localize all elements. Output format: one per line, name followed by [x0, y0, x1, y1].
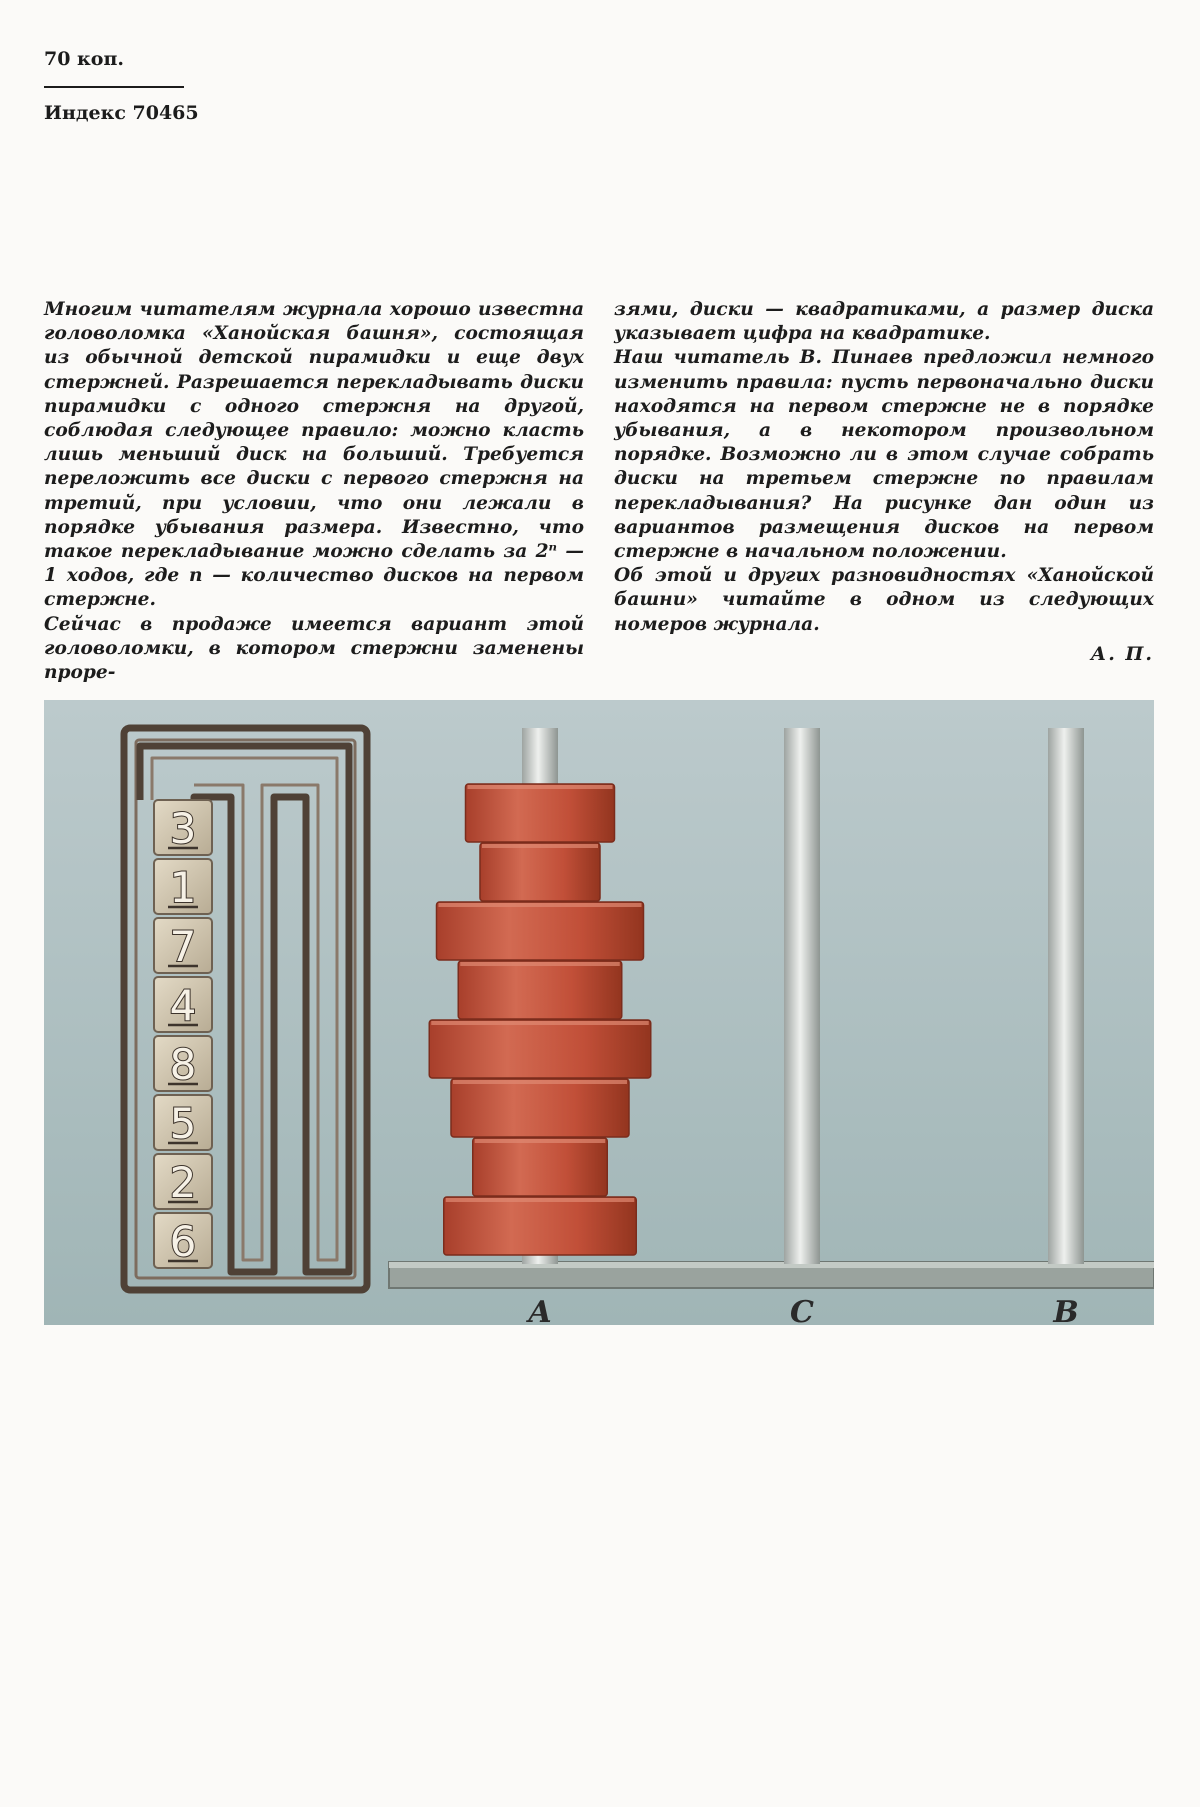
- disk: [480, 843, 600, 901]
- disk-highlight: [446, 1198, 635, 1202]
- rod-label-a: A: [528, 1295, 552, 1325]
- puzzle-square-number: 8: [169, 1040, 197, 1089]
- disk: [429, 1020, 651, 1078]
- disk: [451, 1079, 629, 1137]
- disk: [473, 1138, 608, 1196]
- puzzle-square-number: 3: [169, 804, 197, 853]
- disk-highlight: [439, 903, 642, 907]
- article-paragraph: Наш читатель В. Пинаев предложил немного изменить правила: пусть первоначально диски находятся на первом стержне не в порядке убывания, а в некотором произвольном порядке. Возможно ли в этом случае собрать диски на третьем стержне по правилам перекладывания? На рисунке дан один из вариантов размещения дисков на первом стержне в начальном положении.: [614, 347, 1154, 563]
- puzzle-square-number: 6: [169, 1217, 197, 1266]
- header: [44, 48, 199, 124]
- disk: [466, 784, 615, 842]
- hanoi-tower-figure: [44, 700, 1154, 1325]
- rod-label-c: C: [790, 1295, 814, 1325]
- disk: [437, 902, 644, 960]
- disk-highlight: [460, 962, 620, 966]
- article-left-column: [44, 298, 584, 685]
- disk: [444, 1197, 637, 1255]
- puzzle-square-number: 7: [169, 922, 197, 971]
- rod-label-b: B: [1053, 1295, 1079, 1325]
- header-divider: [44, 86, 184, 88]
- article-paragraph: Об этой и других разновидностях «Ханойской башни» читайте в одном из следующих номеров журнала.: [614, 565, 1154, 635]
- puzzle-square-number: 1: [169, 863, 197, 912]
- puzzle-square-number: 4: [169, 981, 197, 1030]
- disk-highlight: [482, 844, 598, 848]
- puzzle-square-number: 2: [169, 1158, 197, 1207]
- disk-highlight: [468, 785, 613, 789]
- puzzle-square-number: 5: [169, 1099, 197, 1148]
- price-label: 70 коп.: [44, 48, 124, 70]
- index-label: Индекс 70465: [44, 102, 199, 124]
- disk-highlight: [431, 1021, 649, 1025]
- article-paragraph: зями, диски — квадратиками, а размер диска указывает цифра на квадратике.: [614, 299, 1154, 345]
- disk-highlight: [475, 1139, 606, 1143]
- tower-base-highlight: [389, 1262, 1154, 1268]
- disk-highlight: [453, 1080, 627, 1084]
- article-paragraph: Сейчас в продаже имеется вариант этой головоломки, в котором стержни заменены проре-: [44, 613, 584, 684]
- article-signature: А. П.: [1090, 642, 1154, 665]
- rod-c: [784, 728, 820, 1264]
- article-paragraph: Многим читателям журнала хорошо известна головоломка «Ханойская башня», состоящая из обычной детской пирамидки и еще двух стержней. Разрешается перекладывать диски пирамидки с одного стержня на другой, соблюдая следующее правило: можно класть лишь меньший диск на больший. Требуется переложить все диски с первого стержня на третий, при условии, что они лежали в порядке убывания размера. Известно, что такое перекладывание можно сделать за 2ⁿ — 1 ходов, где n — количество дисков на первом стержне.: [44, 299, 584, 611]
- article-right-column: [614, 298, 1154, 685]
- rod-b: [1048, 728, 1084, 1264]
- article: [44, 298, 1154, 685]
- hanoi-illustration: [44, 700, 1154, 1325]
- disk: [458, 961, 622, 1019]
